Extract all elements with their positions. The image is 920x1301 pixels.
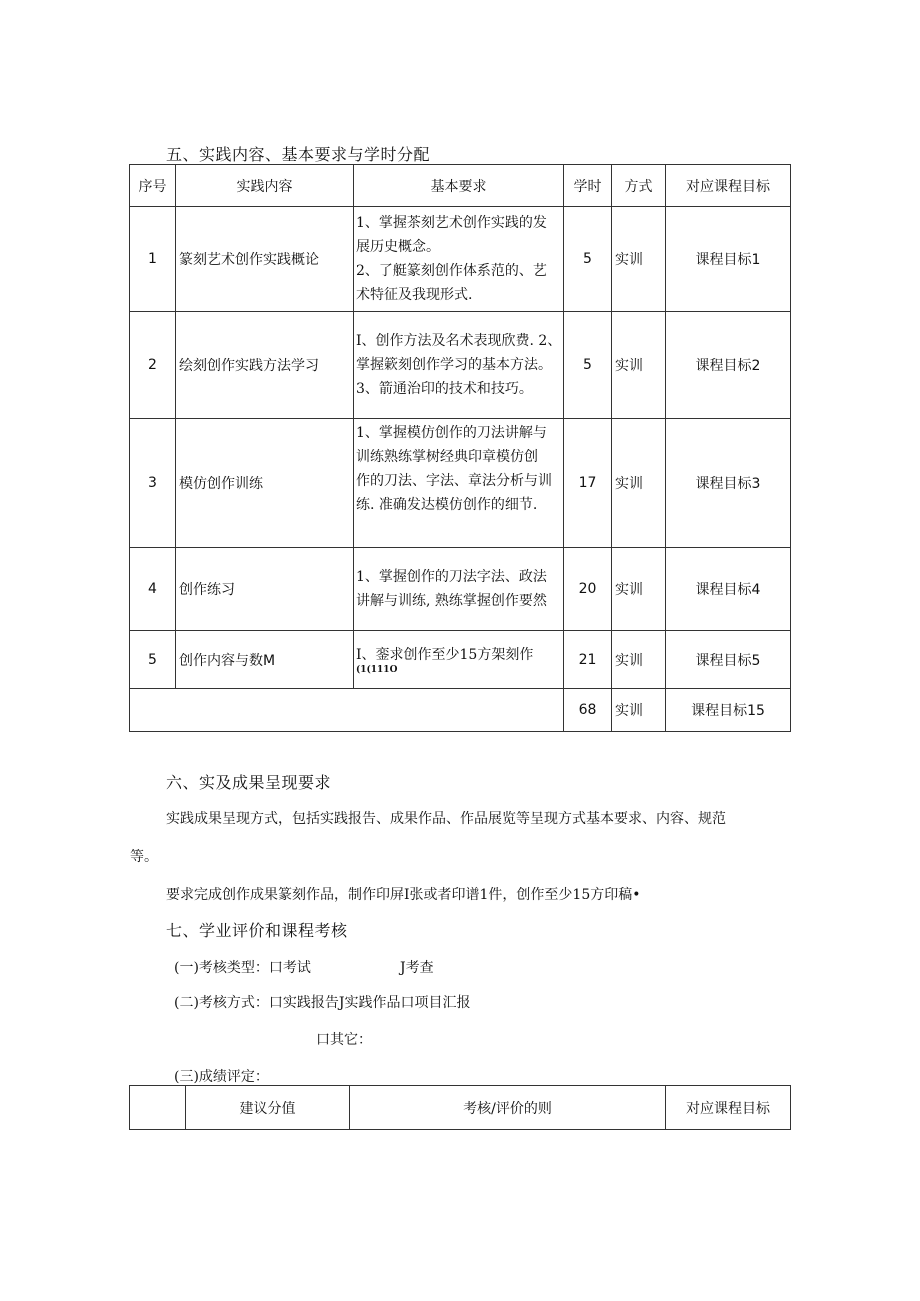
table-row xyxy=(130,207,791,312)
total-label-cell xyxy=(130,689,564,732)
row-no: 3 xyxy=(130,419,176,548)
row-no: 2 xyxy=(130,312,176,419)
row-mode: 实训 xyxy=(612,419,666,548)
grading-table xyxy=(129,1085,791,1130)
section6-title: 六、实及成果呈现要求 xyxy=(166,773,332,792)
grading-header-criteria: 考核/评价的则 xyxy=(350,1086,666,1130)
table-row xyxy=(130,312,791,419)
row-no: 1 xyxy=(130,207,176,312)
assessment-type-option-exam: J考查 xyxy=(400,960,434,976)
row-content: 模仿创作训练 xyxy=(176,419,354,548)
table-row xyxy=(130,419,791,548)
table-row xyxy=(130,631,791,689)
row-req: I、创作方法及名术表现欣费. 2、 掌握簌刻创作学习的基本方法。 3、箭通治印的技术和技巧。 xyxy=(354,312,564,419)
total-hours: 68 xyxy=(564,689,612,732)
row-goal: 课程目标2 xyxy=(666,312,791,419)
row-content: 绘刻创作实践方法学习 xyxy=(176,312,354,419)
row-req: I、銮求创作至少15方架刻作 (1(111O xyxy=(354,631,564,689)
assessment-method: (二)考核方式：口实践报告J实践作品口项目汇报 xyxy=(174,995,471,1011)
table-row xyxy=(130,548,791,631)
total-mode: 实训 xyxy=(612,689,666,732)
row-mode: 实训 xyxy=(612,312,666,419)
row-mode: 实训 xyxy=(612,631,666,689)
header-content: 实践内容 xyxy=(176,165,354,207)
row-content: 创作内容与数M xyxy=(176,631,354,689)
row-req: 1、掌握茶刻艺术创作实践的发 展历史概念。 2、了艇篆刻创作体系范的、艺 术特征及我现形式. xyxy=(354,207,564,312)
row-content: 创作练习 xyxy=(176,548,354,631)
practice-table xyxy=(129,164,791,732)
row-hours: 17 xyxy=(564,419,612,548)
header-goal: 对应课程目标 xyxy=(666,165,791,207)
row-no: 5 xyxy=(130,631,176,689)
assessment-type-label: (一)考核类型：口考试 xyxy=(174,960,311,976)
row-goal: 课程目标4 xyxy=(666,548,791,631)
grade-evaluation-label: (三)成绩评定： xyxy=(174,1069,269,1085)
grading-header-goal: 对应课程目标 xyxy=(666,1086,791,1130)
table-header-row xyxy=(130,165,791,207)
assessment-method-other: 口其它： xyxy=(316,1032,372,1048)
row-hours: 5 xyxy=(564,207,612,312)
row-hours: 21 xyxy=(564,631,612,689)
total-goal: 课程目标15 xyxy=(666,689,791,732)
grading-header-row xyxy=(130,1086,791,1130)
req-small-text: (1(111O xyxy=(356,664,398,675)
header-mode: 方式 xyxy=(612,165,666,207)
row-req: 1、掌握模仿创作的刀法讲解与 训练熟练掌树经典印章模仿创 作的刀法、字法、章法分析与训 练. 准确发达模仿创作的细节. xyxy=(354,419,564,548)
section6-para1: 实践成果呈现方式，包括实践报告、成果作品、作品展览等呈现方式基本要求、内容、规范 xyxy=(166,811,726,827)
grading-header-blank xyxy=(130,1086,186,1130)
row-hours: 5 xyxy=(564,312,612,419)
row-mode: 实训 xyxy=(612,207,666,312)
row-mode: 实训 xyxy=(612,548,666,631)
row-content: 篆刻艺术创作实践概论 xyxy=(176,207,354,312)
header-no: 序号 xyxy=(130,165,176,207)
row-goal: 课程目标3 xyxy=(666,419,791,548)
table-total-row xyxy=(130,689,791,732)
section6-para2: 要求完成创作成果篆刻作品，制作印屏I张或者印谱1件，创作至少15方印稿• xyxy=(166,887,641,903)
row-req: 1、掌握创作的刀法字法、政法 讲解与训练, 熟练掌握创作要然 xyxy=(354,548,564,631)
grading-header-score: 建议分值 xyxy=(186,1086,350,1130)
row-goal: 课程目标1 xyxy=(666,207,791,312)
section6-para1-cont: 等。 xyxy=(130,849,158,865)
row-goal: 课程目标5 xyxy=(666,631,791,689)
row-hours: 20 xyxy=(564,548,612,631)
header-hours: 学时 xyxy=(564,165,612,207)
section5-title: 五、实践内容、基本要求与学时分配 xyxy=(166,145,431,164)
row-no: 4 xyxy=(130,548,176,631)
section7-title: 七、学业评价和课程考核 xyxy=(166,921,348,940)
header-req: 基本要求 xyxy=(354,165,564,207)
